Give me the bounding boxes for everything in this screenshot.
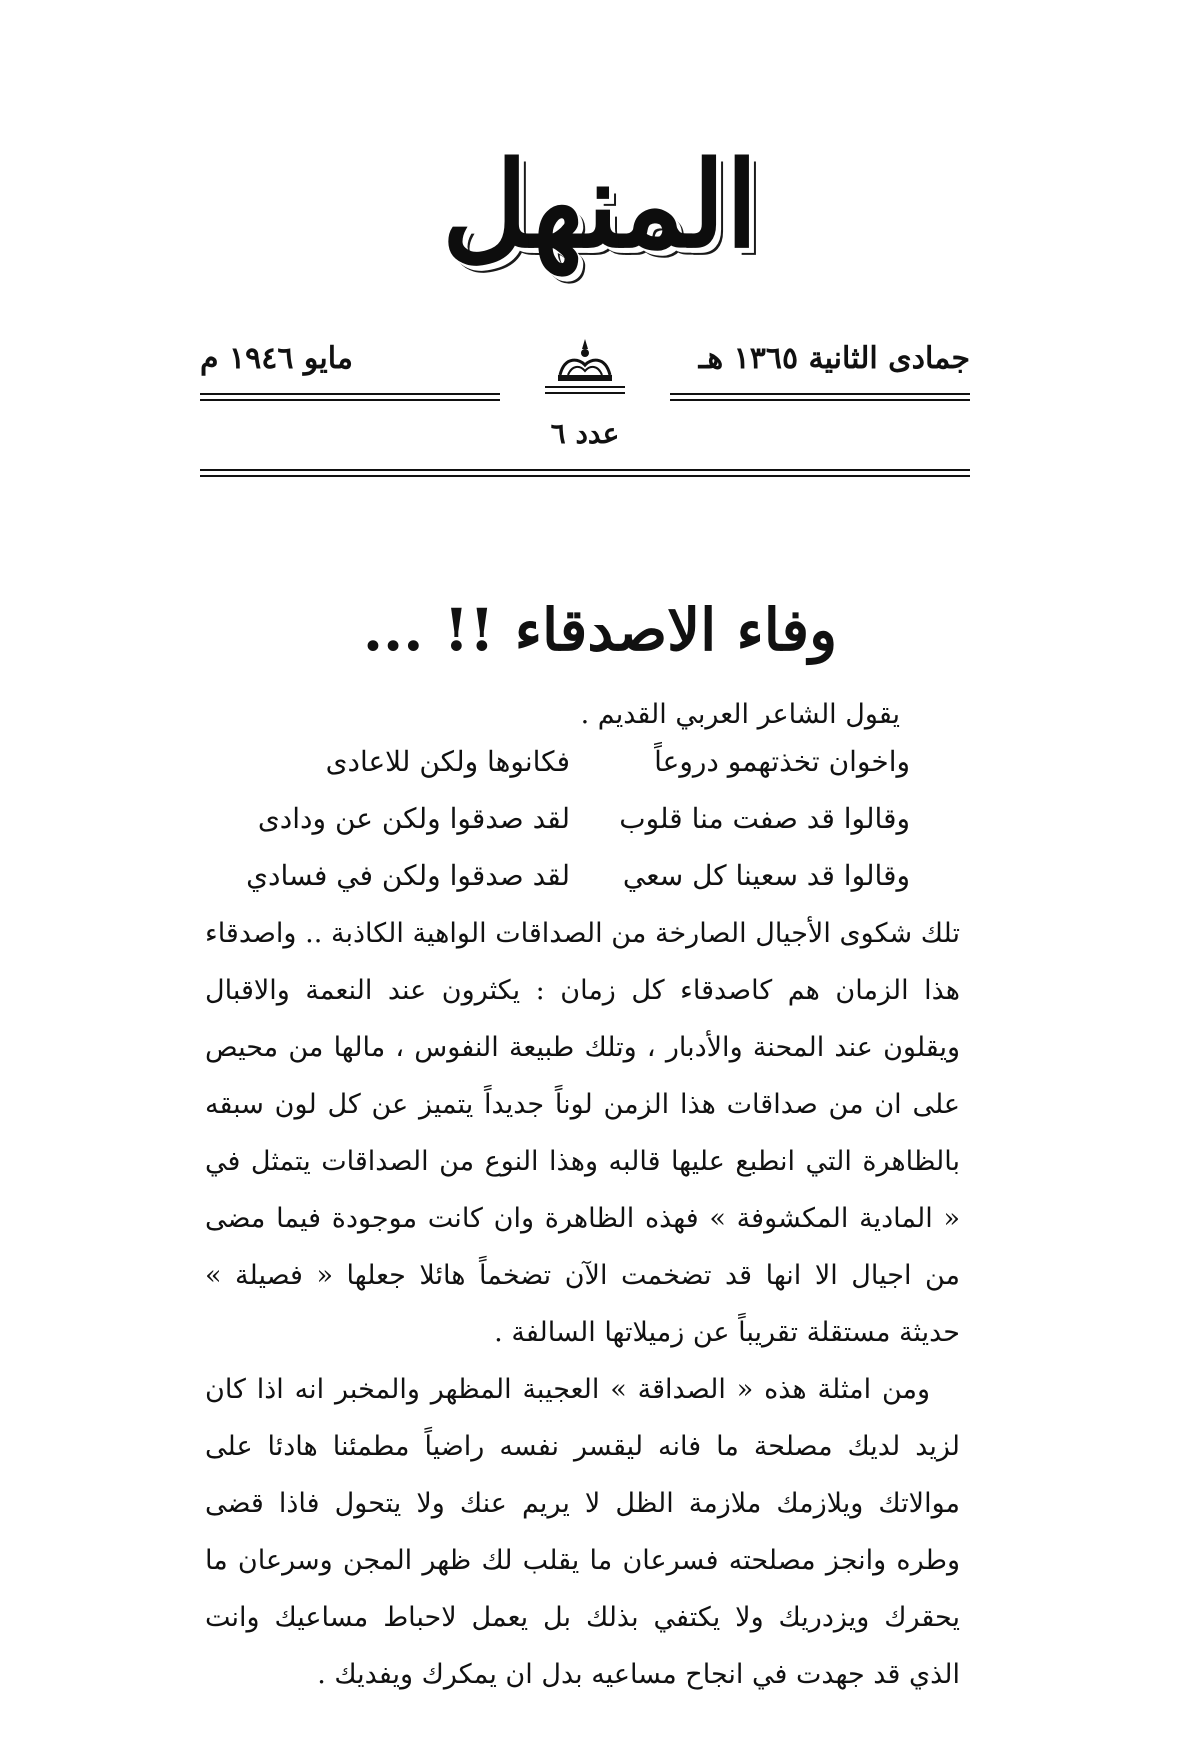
divider-rule: [670, 399, 970, 401]
divider-rule: [200, 393, 500, 395]
verse-second-hemistich: لقد صدقوا ولكن عن ودادى: [257, 802, 570, 835]
divider-rule: [200, 469, 970, 471]
poem-verse: [257, 799, 910, 856]
crown-ornament-icon: [540, 335, 630, 405]
divider-rule: [200, 475, 970, 477]
body-paragraph: ومن امثلة هذه « الصداقة » العجيبة المظهر والمخبر انه اذا كان لزيد لديك مصلحة ما فانه ليقسر نفسه راضياً مطمئنا هادئا على موالاتك ويلازمك ملازمة الظل لا يريم عنك ولا يتحول فاذا قضى وطره وانجز مصلحته فسرعان ما يقلب لك ظهر المجن وسرعان ما يحقرك ويزدريك ولا يكتفي بذلك بل يعمل لاحباط مساعيك وانت الذي قد جهدت في انجاح مساعيه بدل ان يمكرك ويفديك .: [205, 1374, 960, 1690]
masthead: [400, 120, 800, 290]
verse-second-hemistich: لقد صدقوا ولكن في فسادي: [246, 859, 570, 892]
divider-rule: [670, 393, 970, 395]
article-title: وفاء الاصدقاء !! ...: [362, 596, 838, 664]
verse-first-hemistich: وقالوا قد صفت منا قلوب: [619, 802, 910, 835]
gregorian-date: مايو ١٩٤٦ م: [200, 341, 353, 376]
verse-second-hemistich: فكانوها ولكن للاعادى: [325, 745, 570, 778]
hijri-date: جمادى الثانية ١٣٦٥ هـ: [698, 341, 970, 376]
verse-first-hemistich: وقالوا قد سعينا كل سعي: [622, 859, 910, 892]
poem-verse: [270, 742, 910, 799]
article-intro: يقول الشاعر العربي القديم .: [580, 699, 900, 730]
article-body: [205, 905, 960, 1703]
body-paragraph: تلك شكوى الأجيال الصارخة من الصداقات الواهية الكاذبة .. واصدقاء هذا الزمان هم كاصدقاء كل زمان : يكثرون عند النعمة والاقبال ويقلون عند المحنة والأدبار ، وتلك طبيعة النفوس ، مالها من محيص على ان من صداقات هذا الزمن لوناً جديداً يتميز عن كل لون سبقه بالظاهرة التي انطبع عليها قالبه وهذا النوع من الصداقات يتمثل في « المادية المكشوفة » فهذه الظاهرة وان كانت موجودة فيما مضى من اجيال الا انها قد تضخمت الآن تضخماً هائلا جعلها « فصيلة » حديثة مستقلة تقريباً عن زميلاتها السالفة .: [205, 918, 961, 1348]
verse-first-hemistich: واخوان تخذتهمو دروعاً: [654, 745, 910, 778]
masthead-title: المنهل: [441, 135, 759, 274]
poem-verses: [246, 742, 910, 913]
issue-number: عدد ٦: [550, 417, 620, 450]
issue-header: [200, 335, 970, 485]
divider-rule: [200, 399, 500, 401]
